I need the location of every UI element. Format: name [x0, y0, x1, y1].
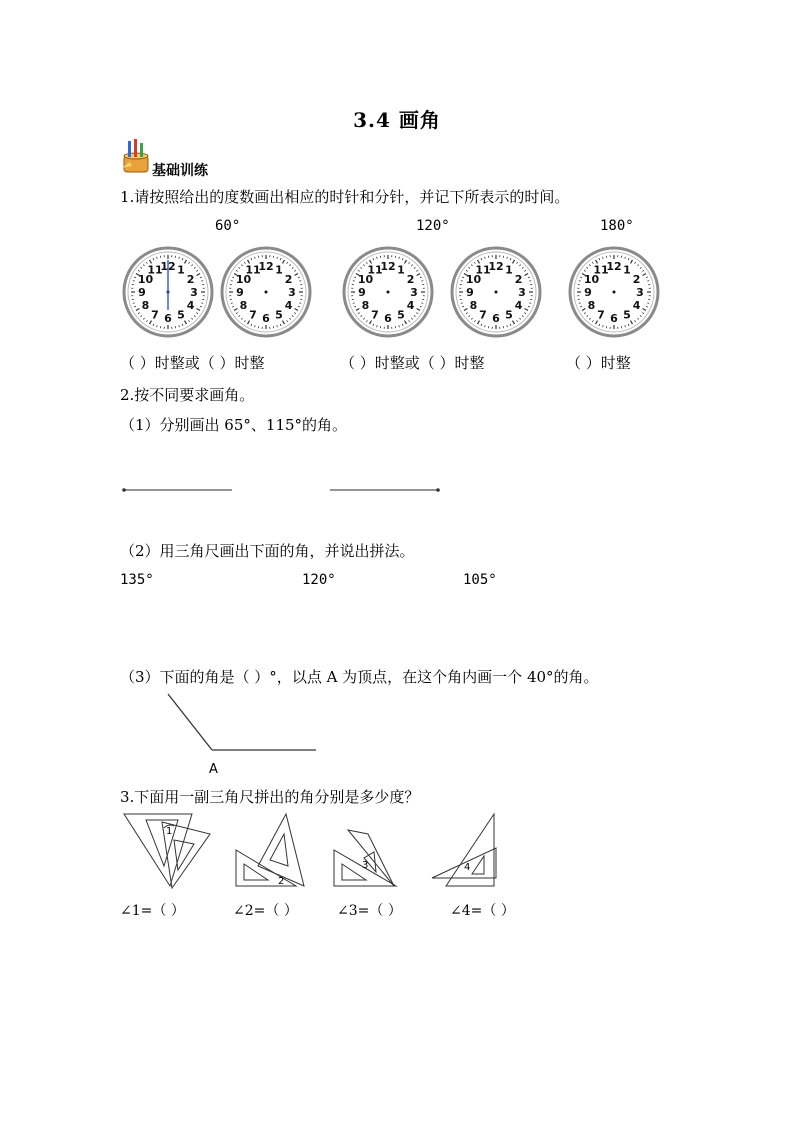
page-title: 3.4 画角	[353, 108, 441, 132]
clock-number: 3	[410, 286, 418, 299]
clock-number: 5	[177, 308, 185, 322]
clock-number: 1	[623, 263, 631, 277]
clock-number: 5	[397, 308, 405, 322]
clock-number: 3	[190, 286, 198, 299]
answer-blank-60[interactable]: （ ）时整或（ ）时整	[120, 354, 265, 372]
ray-left-vertex	[122, 488, 126, 492]
ray-right-vertex	[436, 488, 440, 492]
section-label: 基础训练	[152, 163, 208, 179]
clock-number: 4	[514, 299, 523, 312]
clock-number: 10	[235, 273, 252, 286]
question-2-part2: （2）用三角尺画出下面的角，并说出拼法。	[120, 542, 415, 560]
clock-number: 9	[138, 286, 146, 299]
clock-number: 9	[584, 286, 592, 299]
degree-label-60: 60°	[215, 218, 241, 234]
clock-number: 9	[466, 286, 474, 299]
question-3-text: 3.下面用一副三角尺拼出的角分别是多少度？	[120, 788, 420, 806]
clock-face-4[interactable]	[450, 246, 542, 338]
clock-number: 11	[367, 263, 383, 277]
clock-number: 4	[632, 299, 641, 312]
clock-number: 10	[465, 273, 482, 286]
question-2-part3: （3）下面的角是（ ）°，以点 A 为顶点，在这个角内画一个 40°的角。	[120, 668, 599, 686]
clock-number: 8	[587, 299, 596, 312]
clock-number: 7	[479, 308, 487, 322]
clock-number: 4	[406, 299, 415, 312]
clock-number: 9	[358, 286, 366, 299]
clock-number: 5	[505, 308, 513, 322]
clock-number: 7	[597, 308, 605, 322]
triangle-pair-1	[124, 814, 210, 888]
clock-number: 7	[151, 308, 159, 322]
clock-number: 11	[147, 263, 163, 277]
angle-mark-3: 3	[362, 860, 369, 871]
pencil-cup-icon	[120, 138, 154, 178]
triangle-pair-3	[334, 830, 396, 886]
clock-center	[265, 291, 268, 294]
angle-answer-2[interactable]: ∠2=（ ）	[233, 903, 298, 919]
clock-number: 10	[583, 273, 600, 286]
angle-label-120: 120°	[302, 572, 336, 588]
clock-number: 2	[632, 273, 641, 286]
angle-answer-3[interactable]: ∠3=（ ）	[337, 903, 402, 919]
angle-answer-4[interactable]: ∠4=（ ）	[450, 903, 515, 919]
clock-number: 12	[258, 260, 274, 273]
clock-number: 1	[505, 263, 513, 277]
angle-mark-4: 4	[464, 862, 471, 873]
question-2-text: 2.按不同要求画角。	[120, 386, 255, 404]
clock-number: 8	[469, 299, 478, 312]
given-angle-figure[interactable]	[160, 690, 330, 780]
clock-number: 7	[249, 308, 257, 322]
clock-number: 4	[186, 299, 195, 312]
angle-arm-upper	[168, 694, 212, 750]
clock-number: 6	[384, 312, 392, 325]
ray-drawing-area[interactable]	[120, 484, 450, 496]
clock-number: 11	[475, 263, 491, 277]
clock-number: 12	[606, 260, 622, 273]
clock-number: 12	[380, 260, 396, 273]
clock-number: 7	[371, 308, 379, 322]
answer-blank-180[interactable]: （ ）时整	[566, 354, 631, 372]
clock-number: 11	[245, 263, 261, 277]
clock-center	[495, 291, 498, 294]
clock-number: 6	[492, 312, 500, 325]
degree-label-180: 180°	[600, 218, 634, 234]
angle-label-135: 135°	[120, 572, 154, 588]
clock-number: 3	[636, 286, 644, 299]
clock-face-2[interactable]	[220, 246, 312, 338]
clock-number: 10	[357, 273, 374, 286]
clock-number: 6	[610, 312, 618, 325]
clock-number: 3	[288, 286, 296, 299]
clock-number: 8	[141, 299, 150, 312]
clock-number: 8	[361, 299, 370, 312]
clock-number: 1	[397, 263, 405, 277]
angle-label-105: 105°	[463, 572, 497, 588]
clock-center	[613, 291, 616, 294]
answer-blank-120[interactable]: （ ）时整或（ ）时整	[340, 354, 485, 372]
clock-number: 8	[239, 299, 248, 312]
triangle-pair-2	[236, 814, 304, 887]
clock-number: 10	[137, 273, 154, 286]
triangle-set-figures	[118, 810, 558, 895]
angle-answer-1[interactable]: ∠1=（ ）	[120, 903, 185, 919]
angle-mark-2: 2	[278, 876, 285, 887]
degree-label-120: 120°	[416, 218, 450, 234]
clock-number: 6	[164, 312, 172, 325]
clock-number: 2	[514, 273, 523, 286]
clock-number: 5	[275, 308, 283, 322]
triangle-pair-4	[432, 814, 496, 886]
clock-face-1[interactable]	[122, 246, 214, 338]
clock-number: 1	[275, 263, 283, 277]
vertex-label-a: A	[209, 762, 218, 777]
angle-mark-1: 1	[166, 826, 173, 837]
clock-face-5[interactable]	[568, 246, 660, 338]
clock-number: 9	[236, 286, 244, 299]
clock-number: 1	[177, 263, 185, 277]
clock-number: 12	[160, 260, 176, 273]
clock-number: 2	[284, 273, 293, 286]
clock-number: 4	[284, 299, 293, 312]
clock-number: 2	[406, 273, 415, 286]
clock-center	[387, 291, 390, 294]
clock-number: 12	[488, 260, 504, 273]
clock-number: 11	[593, 263, 609, 277]
question-2-part1: （1）分别画出 65°、115°的角。	[120, 416, 348, 434]
clock-number: 5	[623, 308, 631, 322]
question-1-text: 1.请按照给出的度数画出相应的时针和分针，并记下所表示的时间。	[120, 188, 570, 206]
clock-number: 3	[518, 286, 526, 299]
clock-face-3[interactable]	[342, 246, 434, 338]
clock-number: 2	[186, 273, 195, 286]
clock-number: 6	[262, 312, 270, 325]
